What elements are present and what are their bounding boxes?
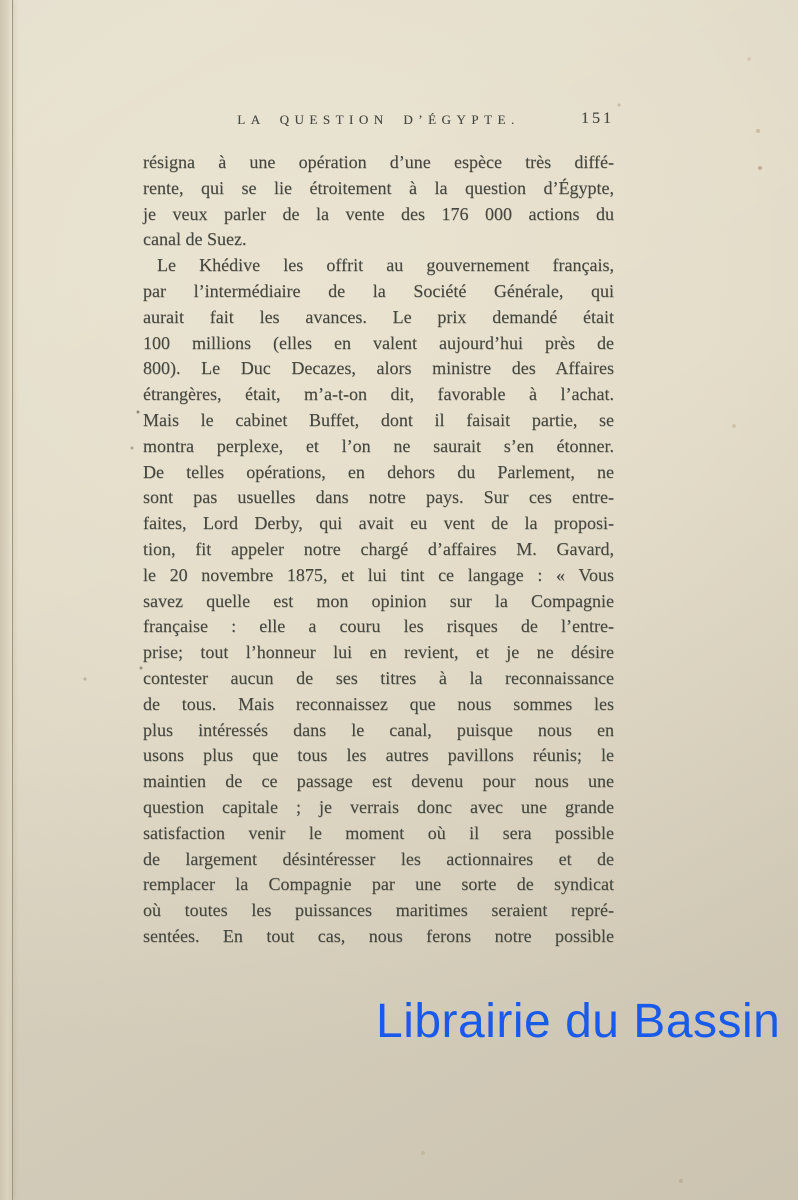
book-title-header: LA QUESTION D’ÉGYPTE. [237,112,520,127]
text-line: faites, Lord Derby, qui avait eu vent de la proposi- [143,513,614,534]
text-line: sentées. En tout cas, nous ferons notre possible [143,925,614,946]
text-line: de tous. Mais reconnaissez que nous sommes les [143,693,614,714]
text-line: 100 millions (elles en valent aujourd’hui près de [143,332,614,353]
paper-specks [0,0,2,2]
text-line: française : elle a couru les risques de l’entre- [143,616,614,637]
text-line: je veux parler de la vente des 176 000 actions du [143,203,614,224]
page-edge-crease [0,0,13,1200]
text-line: Le Khédive les offrit au gouvernement français, [157,255,614,276]
text-line: prise; tout l’honneur lui en revient, et je ne désire [143,642,614,663]
text-line: Mais le cabinet Buffet, dont il faisait partie, se [143,409,614,430]
text-line: question capitale ; je verrais donc avec une grande [143,796,614,817]
text-line: sont pas usuelles dans notre pays. Sur ces entre- [143,487,614,508]
text-line: tion, fit appeler notre chargé d’affaires M. Gavard, [143,538,614,559]
text-line: résigna à une opération d’une espèce très diffé- [143,152,614,172]
text-line: maintien de ce passage est devenu pour nous une [143,771,614,792]
page-number: 151 [581,110,614,127]
text-line: remplacer la Compagnie par une sorte de syndicat [143,874,614,895]
text-line: montra perplexe, et l’on ne saurait s’en étonner. [143,435,614,456]
text-line: 800). Le Duc Decazes, alors ministre des Affaires [143,358,614,379]
text-line: contester aucun de ses titres à la reconnaissance [143,667,614,688]
text-line: le 20 novembre 1875, et lui tint ce langage : « Vous [143,564,614,585]
bookseller-watermark: Librairie du Bassin [376,995,781,1048]
text-line: satisfaction venir le moment où il sera possible [143,822,614,843]
text-line: rente, qui se lie étroitement à la question d’Égypte, [143,177,614,198]
text-line: savez quelle est mon opinion sur la Compagnie [143,590,614,611]
text-line: De telles opérations, en dehors du Parlement, ne [143,461,614,482]
text-line: étrangères, était, m’a-t-on dit, favorable à l’achat. [143,384,614,405]
text-line: par l’intermédiaire de la Société Générale, qui [143,280,614,301]
running-header [143,112,614,134]
text-line: où toutes les puissances maritimes seraient repré- [143,900,614,921]
text-line: aurait fait les avances. Le prix demandé était [143,306,614,327]
text-line: de largement désintéresser les actionnaires et de [143,848,614,869]
body-text [143,150,614,950]
text-line: canal de Suez. [143,229,247,250]
text-line: plus intéressés dans le canal, puisque nous en [143,719,614,740]
text-line: usons plus que tous les autres pavillons réunis; le [143,745,614,766]
